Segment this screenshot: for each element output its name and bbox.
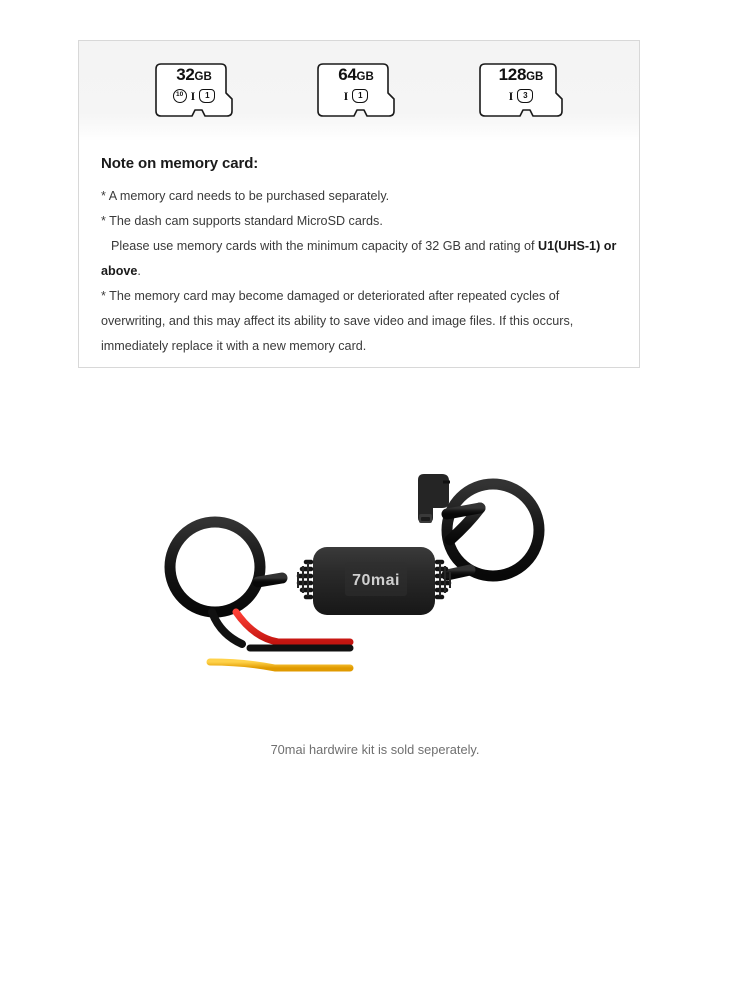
sd-card-capacity-128gb: 128GB — [498, 65, 544, 84]
note-bullet-2-continued — [101, 234, 617, 284]
note-rating-tail: . — [137, 264, 141, 278]
sd-card-row — [79, 41, 639, 141]
sd-card-64gb — [317, 63, 395, 117]
hardwire-kit-image — [150, 462, 600, 722]
sd-card-128gb — [479, 63, 563, 117]
sd-card-capacity-64gb: 64GB — [338, 65, 374, 84]
sd-card-outline-icon — [479, 63, 563, 117]
wire-red — [236, 612, 350, 642]
class-10-icon: 10 — [173, 89, 187, 103]
sd-card-outline-icon — [317, 63, 395, 117]
note-bullet-1: * A memory card needs to be purchased separately. — [101, 189, 390, 203]
wire-yellow — [210, 662, 350, 668]
sd-card-outline-icon — [155, 63, 233, 117]
memory-card-note-panel — [78, 40, 640, 368]
note-rating-text: Please use memory cards with the minimum capacity of 32 GB and rating of — [111, 239, 538, 253]
cable-left-to-box — [258, 578, 282, 582]
hardwire-kit-illustration — [150, 462, 600, 722]
speed-class-u1-icon: 1 — [199, 89, 215, 103]
note-rating-bold: U1(UHS-1) or above — [101, 239, 617, 278]
memory-card-illustrations — [79, 41, 639, 141]
cable-loop-left — [170, 522, 260, 612]
memory-card-note-body — [79, 141, 639, 359]
strain-relief-left — [299, 562, 311, 597]
note-title: Note on memory card: — [101, 155, 259, 172]
brand-logo-text: 70mai — [352, 572, 400, 589]
speed-class-u1-icon: 1 — [352, 89, 368, 103]
uhs-i-icon: I — [190, 88, 196, 103]
sd-card-32gb — [155, 63, 233, 117]
uhs-i-icon: I — [343, 88, 349, 103]
uhs-i-icon: I — [508, 88, 514, 103]
note-bullet-3: * The memory card may become damaged or deteriorated after repeated cycles of overwriting, and this may affect its ability to save video and image files. If this occurs, immediately replace it with a new memory card. — [101, 289, 574, 353]
hardwire-kit-caption: 70mai hardwire kit is sold seperately. — [270, 742, 480, 757]
hardwire-kit-figure — [0, 462, 750, 757]
hardwire-kit-box — [313, 547, 435, 615]
speed-class-u3-icon: 3 — [517, 89, 533, 103]
sd-card-capacity-32gb: 32GB — [176, 65, 212, 84]
note-bullet-2: * The dash cam supports standard MicroSD cards. — [101, 214, 383, 228]
cable-to-usb — [447, 508, 480, 514]
